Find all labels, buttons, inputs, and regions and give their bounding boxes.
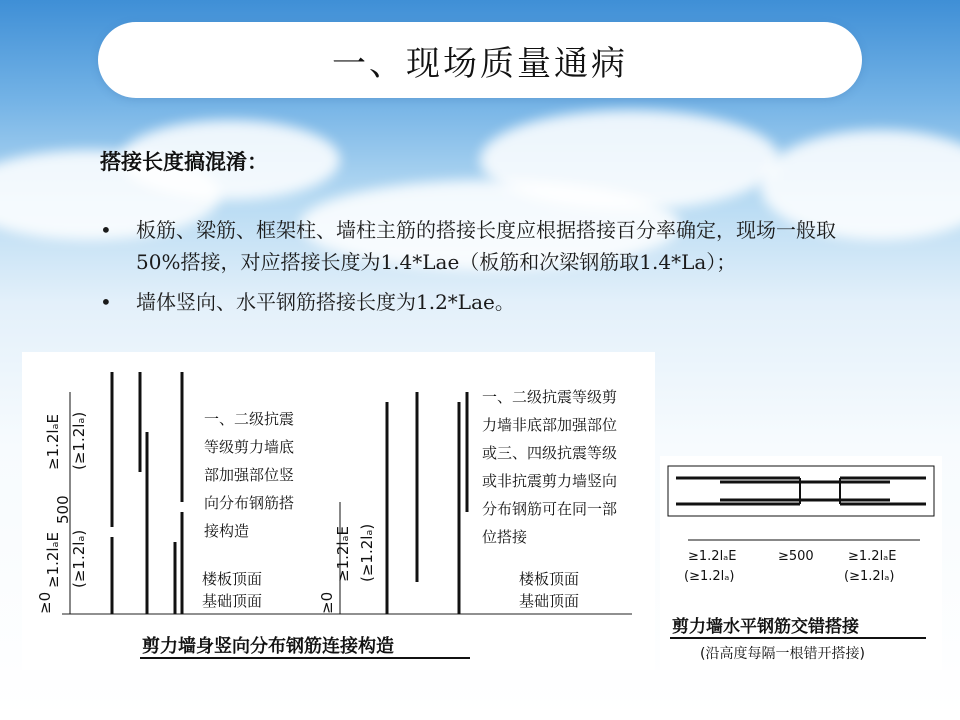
bullet-text: 板筋、梁筋、框架柱、墙柱主筋的搭接长度应根据搭接百分率确定，现场一般取50%搭接，对应搭接长度为1.4*Lae（板筋和次梁钢筋取1.4*La）；	[136, 218, 836, 274]
dim-500: 500	[54, 495, 72, 524]
dim-la: (≥1.2lₐ)	[70, 411, 88, 470]
floor-top-label: 楼板顶面	[519, 570, 580, 588]
bullet-item	[100, 286, 840, 318]
dim-lae: ≥1.2lₐE	[44, 414, 62, 470]
note2-line: 位搭接	[482, 528, 528, 546]
dim-la: (≥1.2lₐ)	[684, 569, 735, 584]
bullet-item	[100, 214, 840, 278]
note1-line: 一、二级抗震	[204, 410, 295, 428]
note2-line: 或三、四级抗震等级	[482, 444, 618, 462]
bullet-list	[100, 214, 840, 326]
note2-line: 力墙非底部加强部位	[482, 416, 618, 434]
page-title: 一、现场质量通病	[332, 43, 628, 84]
dim-la: (≥1.2lₐ)	[70, 529, 88, 588]
figure-caption: 剪力墙身竖向分布钢筋连接构造	[142, 636, 394, 657]
foundation-top-label: 基础顶面	[519, 592, 580, 610]
note1-line: 向分布钢筋搭	[204, 494, 295, 512]
note1-line: 等级剪力墙底	[204, 438, 295, 456]
floor-top-label: 楼板顶面	[202, 570, 263, 588]
note2-line: 或非抗震剪力墙竖向	[482, 472, 618, 490]
bullet-text: 墙体竖向、水平钢筋搭接长度为1.2*Lae。	[136, 290, 515, 314]
dim-la: (≥1.2lₐ)	[358, 523, 376, 582]
note1-line: 部加强部位竖	[204, 466, 295, 484]
note1-line: 接构造	[204, 522, 250, 540]
dim-ge0: ≥0	[36, 591, 54, 614]
foundation-top-label: 基础顶面	[202, 592, 263, 610]
note2-line: 一、二级抗震等级剪	[482, 388, 618, 406]
vertical-rebar-figure	[22, 352, 655, 670]
vertical-rebar-diagram	[22, 352, 655, 670]
note2-line: 分布钢筋可在同一部	[482, 500, 618, 518]
dim-lae: ≥1.2lₐE	[688, 549, 737, 564]
horizontal-rebar-figure	[660, 456, 942, 670]
dim-la: (≥1.2lₐ)	[844, 569, 895, 584]
dim-ge0: ≥0	[318, 591, 336, 614]
dim-lae: ≥1.2lₐE	[334, 526, 352, 582]
subtitle: 搭接长度搞混淆：	[100, 149, 268, 174]
bullet-marker: •	[100, 290, 112, 314]
dim-500: ≥500	[778, 549, 814, 564]
title-bar	[98, 22, 862, 98]
bullet-marker: •	[100, 218, 112, 242]
dim-lae: ≥1.2lₐE	[44, 532, 62, 588]
figure-note: (沿高度每隔一根错开搭接)	[700, 646, 865, 662]
horizontal-rebar-diagram	[660, 456, 942, 670]
figure-caption: 剪力墙水平钢筋交错搭接	[672, 617, 859, 637]
dim-lae: ≥1.2lₐE	[848, 549, 897, 564]
